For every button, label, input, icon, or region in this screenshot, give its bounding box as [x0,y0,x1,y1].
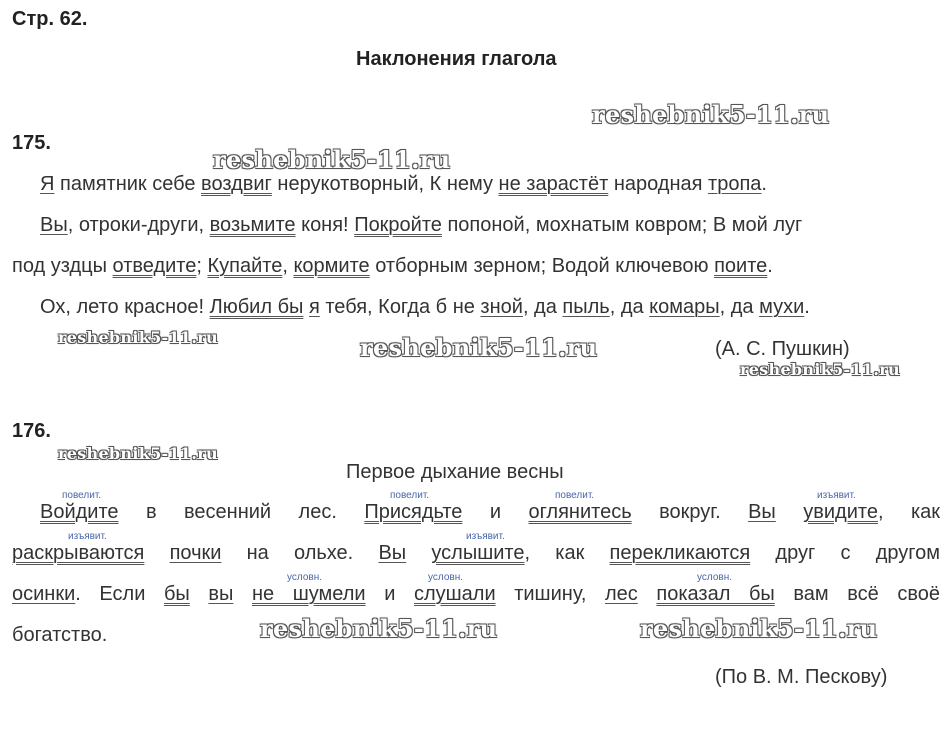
mood-label: условн. [697,572,733,583]
predicate-word: Присядьте [364,501,463,523]
ex176-line-1 [40,502,940,522]
predicate-word: Войдите [40,501,119,523]
text-run: народная [608,173,709,195]
text-run [190,583,209,605]
predicate-word: поите [714,255,768,277]
text-run [144,542,169,564]
text-run: памятник себе [54,173,202,195]
ex176-author: (По В. М. Пескову) [715,666,888,688]
predicate-word: воздвиг [201,173,272,195]
text-run [776,501,803,523]
subject-word: почки [169,542,222,564]
text-run: на ольхе. [221,542,379,564]
subject-word: комары [649,296,720,318]
page-number: Стр. 62. [12,8,88,30]
predicate-word: Покройте [354,214,442,236]
exercise-176-number: 176. [12,420,51,442]
text-run: . Если [75,583,164,605]
text-run: , да [609,296,650,318]
predicate-word: оглянитесь [528,501,632,523]
subject-word: зной [480,296,523,318]
ex176-line-4 [12,625,107,645]
text-run: , да [719,296,760,318]
subject-word: вы [208,583,234,605]
predicate-word: слушали [413,583,496,605]
predicate-word: увидите [803,501,878,523]
watermark: reshebnik5-11.ru [640,614,878,643]
predicate-word: Любил бы [209,296,304,318]
mood-label: изъявит. [817,490,856,501]
predicate-word: услышите [431,542,525,564]
ex176-line-3 [12,584,940,604]
ex175-author: (А. С. Пушкин) [715,338,850,360]
ex175-line-2 [40,215,802,235]
text-run: богатство. [12,624,108,646]
subject-word: Вы [40,214,68,236]
ex175-line-1 [40,174,767,194]
subject-word: Вы [378,542,407,564]
mood-label: условн. [428,572,464,583]
text-run: и [462,501,529,523]
predicate-word: не шумели [251,583,366,605]
watermark: reshebnik5-11.ru [740,360,900,379]
subject-word: лес [604,583,638,605]
text-run [233,583,252,605]
mood-label: повелит. [390,490,430,501]
predicate-word: Купайте [207,255,283,277]
subject-word: осинки [12,583,76,605]
text-run [406,542,431,564]
text-run: Ох, лето красное! [40,296,210,318]
text-run: вокруг. [631,501,749,523]
subject-word: я [308,296,320,318]
text-run: , как [877,501,941,523]
text-run: . [761,173,767,195]
text-run: , отроки-други, [67,214,210,236]
text-run: вам всё своё [774,583,940,605]
predicate-word: отведите [112,255,197,277]
ex175-line-3 [12,256,773,276]
text-run: тебя, Когда б не [319,296,481,318]
text-run: и [365,583,414,605]
text-run: . [804,296,810,318]
text-run [638,583,657,605]
predicate-word: кормите [293,255,370,277]
watermark: reshebnik5-11.ru [58,328,218,347]
text-run: тишину, [495,583,605,605]
text-run: , да [522,296,563,318]
subject-word: мухи [759,296,805,318]
mood-label: повелит. [555,490,595,501]
text-run: , [282,255,294,277]
exercise-175-number: 175. [12,132,51,154]
predicate-word: не зарастёт [498,173,609,195]
ex175-line-4 [40,297,810,317]
text-run: попоной, мохнатым ковром; В мой луг [441,214,803,236]
watermark: reshebnik5-11.ru [58,444,218,463]
watermark: reshebnik5-11.ru [360,333,598,362]
predicate-word: раскрываются [12,542,145,564]
text-run: под уздцы [12,255,113,277]
predicate-word: показал бы [656,583,775,605]
mood-label: условн. [287,572,323,583]
ex176-line-2 [12,543,940,563]
page-title: Наклонения глагола [356,48,557,70]
text-run: ; [196,255,208,277]
text-run: коня! [295,214,355,236]
watermark: reshebnik5-11.ru [260,614,498,643]
subject-word: Вы [748,501,776,523]
ex176-subtitle: Первое дыхание весны [346,461,564,483]
text-run: в весенний лес. [118,501,365,523]
text-run: . [767,255,773,277]
watermark: reshebnik5-11.ru [592,100,830,129]
subject-word: пыль [562,296,610,318]
text-run: , как [524,542,610,564]
mood-label: изъявит. [466,531,505,542]
text-run: нерукотворный, К нему [271,173,499,195]
subject-word: Я [40,173,55,195]
text-run: отборным зерном; Водой ключевою [369,255,715,277]
predicate-word: возьмите [209,214,296,236]
subject-word: тропа [708,173,762,195]
predicate-word: бы [163,583,190,605]
text-run: друг с другом [750,542,940,564]
watermark: reshebnik5-11.ru [213,145,451,174]
mood-label: повелит. [62,490,102,501]
predicate-word: перекликаются [609,542,751,564]
mood-label: изъявит. [68,531,107,542]
